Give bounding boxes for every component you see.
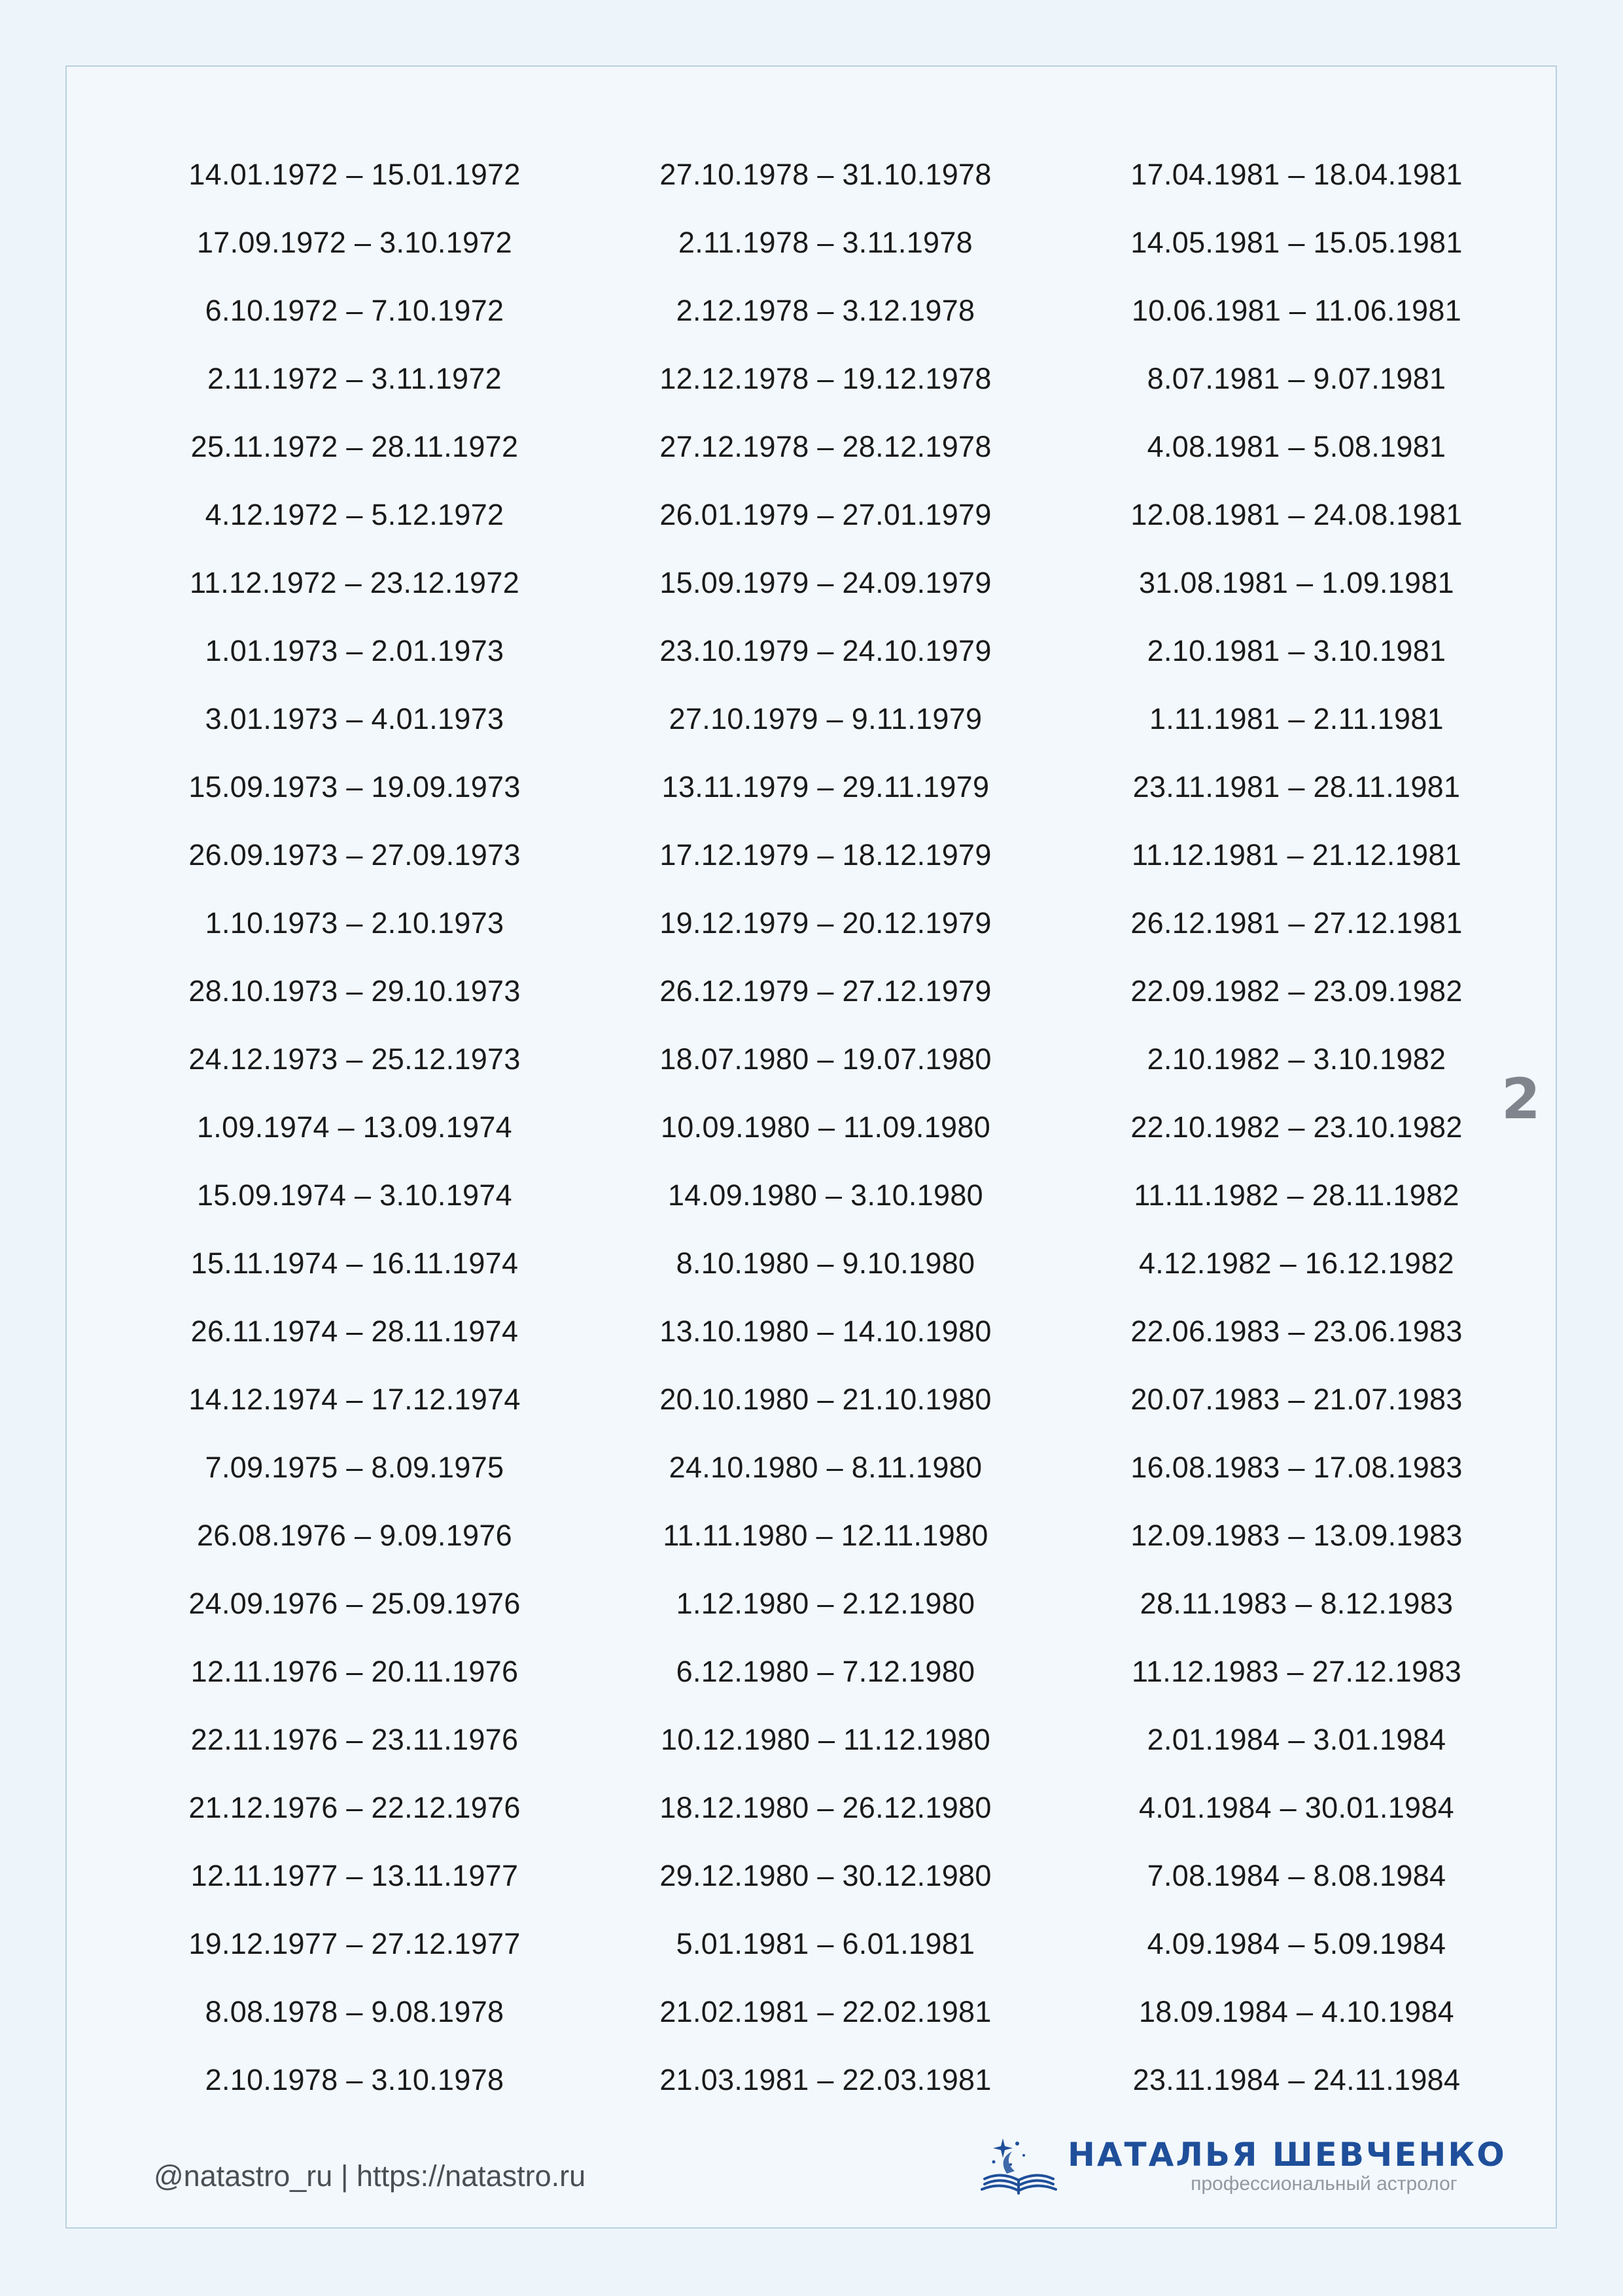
date-range-item: 1.11.1981 – 2.11.1981 <box>1149 702 1444 735</box>
date-range-item: 4.08.1981 – 5.08.1981 <box>1147 430 1446 463</box>
date-range-item: 28.10.1973 – 29.10.1973 <box>188 974 521 1008</box>
date-range-item: 3.01.1973 – 4.01.1973 <box>205 702 504 735</box>
brand-block <box>978 2133 1507 2199</box>
date-range-item: 26.11.1974 – 28.11.1974 <box>190 1315 519 1348</box>
date-range-item: 31.08.1981 – 1.09.1981 <box>1138 566 1455 599</box>
date-range-item: 23.11.1981 – 28.11.1981 <box>1132 770 1461 804</box>
date-range-item: 15.09.1974 – 3.10.1974 <box>196 1178 513 1212</box>
date-range-item: 27.12.1978 – 28.12.1978 <box>659 430 992 463</box>
date-range-item: 22.10.1982 – 23.10.1982 <box>1130 1110 1463 1144</box>
date-range-item: 8.08.1978 – 9.08.1978 <box>205 1995 504 2028</box>
date-range-item: 17.12.1979 – 18.12.1979 <box>659 838 992 872</box>
date-range-item: 20.07.1983 – 21.07.1983 <box>1130 1383 1463 1416</box>
date-range-item: 1.12.1980 – 2.12.1980 <box>676 1587 975 1620</box>
date-range-item: 12.11.1976 – 20.11.1976 <box>190 1655 519 1688</box>
date-range-item: 26.12.1981 – 27.12.1981 <box>1130 906 1463 940</box>
date-range-item: 11.12.1981 – 21.12.1981 <box>1131 838 1462 872</box>
date-range-item: 26.09.1973 – 27.09.1973 <box>188 838 521 872</box>
date-column-3 <box>1094 141 1499 2114</box>
date-range-item: 18.12.1980 – 26.12.1980 <box>659 1791 992 1824</box>
date-range-item: 22.11.1976 – 23.11.1976 <box>190 1723 519 1756</box>
date-range-item: 4.12.1972 – 5.12.1972 <box>205 498 504 531</box>
date-range-item: 26.12.1979 – 27.12.1979 <box>659 974 992 1008</box>
date-range-item: 27.10.1978 – 31.10.1978 <box>659 158 992 191</box>
date-range-item: 2.10.1982 – 3.10.1982 <box>1147 1042 1446 1076</box>
date-range-item: 14.01.1972 – 15.01.1972 <box>188 158 521 191</box>
date-range-item: 17.09.1972 – 3.10.1972 <box>196 226 513 259</box>
brand-text <box>1068 2136 1507 2195</box>
date-range-item: 4.01.1984 – 30.01.1984 <box>1138 1791 1455 1824</box>
date-range-item: 15.11.1974 – 16.11.1974 <box>190 1246 519 1280</box>
date-range-item: 22.09.1982 – 23.09.1982 <box>1130 974 1463 1008</box>
date-range-item: 25.11.1972 – 28.11.1972 <box>190 430 519 463</box>
date-range-item: 14.12.1974 – 17.12.1974 <box>188 1383 521 1416</box>
date-range-item: 12.09.1983 – 13.09.1983 <box>1130 1519 1463 1552</box>
date-range-item: 24.12.1973 – 25.12.1973 <box>188 1042 521 1076</box>
date-range-item: 1.09.1974 – 13.09.1974 <box>196 1110 513 1144</box>
date-range-item: 19.12.1979 – 20.12.1979 <box>659 906 992 940</box>
date-range-item: 26.08.1976 – 9.09.1976 <box>196 1519 513 1552</box>
date-range-item: 23.11.1984 – 24.11.1984 <box>1132 2063 1461 2096</box>
date-range-item: 27.10.1979 – 9.11.1979 <box>669 702 983 735</box>
date-range-item: 8.07.1981 – 9.07.1981 <box>1147 362 1446 395</box>
date-range-item: 2.10.1981 – 3.10.1981 <box>1147 634 1446 667</box>
date-range-item: 23.10.1979 – 24.10.1979 <box>659 634 992 667</box>
date-range-item: 11.12.1983 – 27.12.1983 <box>1131 1655 1462 1688</box>
date-range-item: 18.07.1980 – 19.07.1980 <box>659 1042 992 1076</box>
date-range-item: 11.11.1980 – 12.11.1980 <box>663 1519 988 1552</box>
date-range-item: 15.09.1973 – 19.09.1973 <box>188 770 521 804</box>
date-range-item: 2.11.1972 – 3.11.1972 <box>207 362 502 395</box>
date-range-item: 4.09.1984 – 5.09.1984 <box>1147 1927 1446 1960</box>
date-range-item: 24.09.1976 – 25.09.1976 <box>188 1587 521 1620</box>
brand-name: НАТАЛЬЯ ШЕВЧЕНКО <box>1068 2136 1507 2174</box>
date-range-item: 5.01.1981 – 6.01.1981 <box>676 1927 975 1960</box>
date-column-2 <box>623 141 1028 2114</box>
date-range-item: 2.11.1978 – 3.11.1978 <box>678 226 973 259</box>
date-range-item: 19.12.1977 – 27.12.1977 <box>188 1927 521 1960</box>
date-range-item: 17.04.1981 – 18.04.1981 <box>1130 158 1463 191</box>
date-range-item: 12.12.1978 – 19.12.1978 <box>659 362 992 395</box>
date-range-item: 12.08.1981 – 24.08.1981 <box>1130 498 1463 531</box>
date-range-item: 2.01.1984 – 3.01.1984 <box>1147 1723 1446 1756</box>
brand-tagline: профессиональный астролог <box>1191 2173 1457 2195</box>
date-range-item: 26.01.1979 – 27.01.1979 <box>659 498 992 531</box>
date-range-item: 24.10.1980 – 8.11.1980 <box>669 1451 983 1484</box>
date-range-item: 18.09.1984 – 4.10.1984 <box>1138 1995 1455 2028</box>
date-range-item: 21.02.1981 – 22.02.1981 <box>659 1995 992 2028</box>
date-range-item: 10.06.1981 – 11.06.1981 <box>1131 294 1462 327</box>
date-range-item: 6.10.1972 – 7.10.1972 <box>205 294 504 327</box>
date-range-item: 22.06.1983 – 23.06.1983 <box>1130 1315 1463 1348</box>
date-column-1 <box>152 141 557 2114</box>
date-range-item: 2.10.1978 – 3.10.1978 <box>205 2063 504 2096</box>
date-range-item: 12.11.1977 – 13.11.1977 <box>190 1859 519 1892</box>
date-range-item: 15.09.1979 – 24.09.1979 <box>659 566 992 599</box>
date-range-item: 14.05.1981 – 15.05.1981 <box>1130 226 1463 259</box>
date-range-item: 1.10.1973 – 2.10.1973 <box>205 906 504 940</box>
open-book-star-icon <box>978 2133 1060 2199</box>
footer-contact: @natastro_ru | https://natastro.ru <box>154 2159 586 2193</box>
date-range-item: 11.11.1982 – 28.11.1982 <box>1134 1178 1459 1212</box>
date-range-item: 21.03.1981 – 22.03.1981 <box>659 2063 992 2096</box>
date-range-item: 21.12.1976 – 22.12.1976 <box>188 1791 521 1824</box>
date-range-item: 20.10.1980 – 21.10.1980 <box>659 1383 992 1416</box>
date-range-item: 10.09.1980 – 11.09.1980 <box>660 1110 991 1144</box>
page-number: 2 <box>1501 1067 1541 1132</box>
date-range-item: 13.10.1980 – 14.10.1980 <box>659 1315 992 1348</box>
date-range-item: 13.11.1979 – 29.11.1979 <box>661 770 990 804</box>
date-range-item: 7.09.1975 – 8.09.1975 <box>205 1451 504 1484</box>
date-range-item: 2.12.1978 – 3.12.1978 <box>676 294 975 327</box>
date-range-item: 28.11.1983 – 8.12.1983 <box>1140 1587 1454 1620</box>
date-range-item: 1.01.1973 – 2.01.1973 <box>205 634 504 667</box>
date-range-item: 14.09.1980 – 3.10.1980 <box>667 1178 984 1212</box>
date-range-item: 6.12.1980 – 7.12.1980 <box>676 1655 975 1688</box>
date-range-item: 7.08.1984 – 8.08.1984 <box>1147 1859 1446 1892</box>
date-range-item: 4.12.1982 – 16.12.1982 <box>1138 1246 1455 1280</box>
date-range-item: 10.12.1980 – 11.12.1980 <box>660 1723 991 1756</box>
date-range-item: 29.12.1980 – 30.12.1980 <box>659 1859 992 1892</box>
date-range-item: 8.10.1980 – 9.10.1980 <box>676 1246 975 1280</box>
date-range-item: 11.12.1972 – 23.12.1972 <box>189 566 520 599</box>
date-range-item: 16.08.1983 – 17.08.1983 <box>1130 1451 1463 1484</box>
